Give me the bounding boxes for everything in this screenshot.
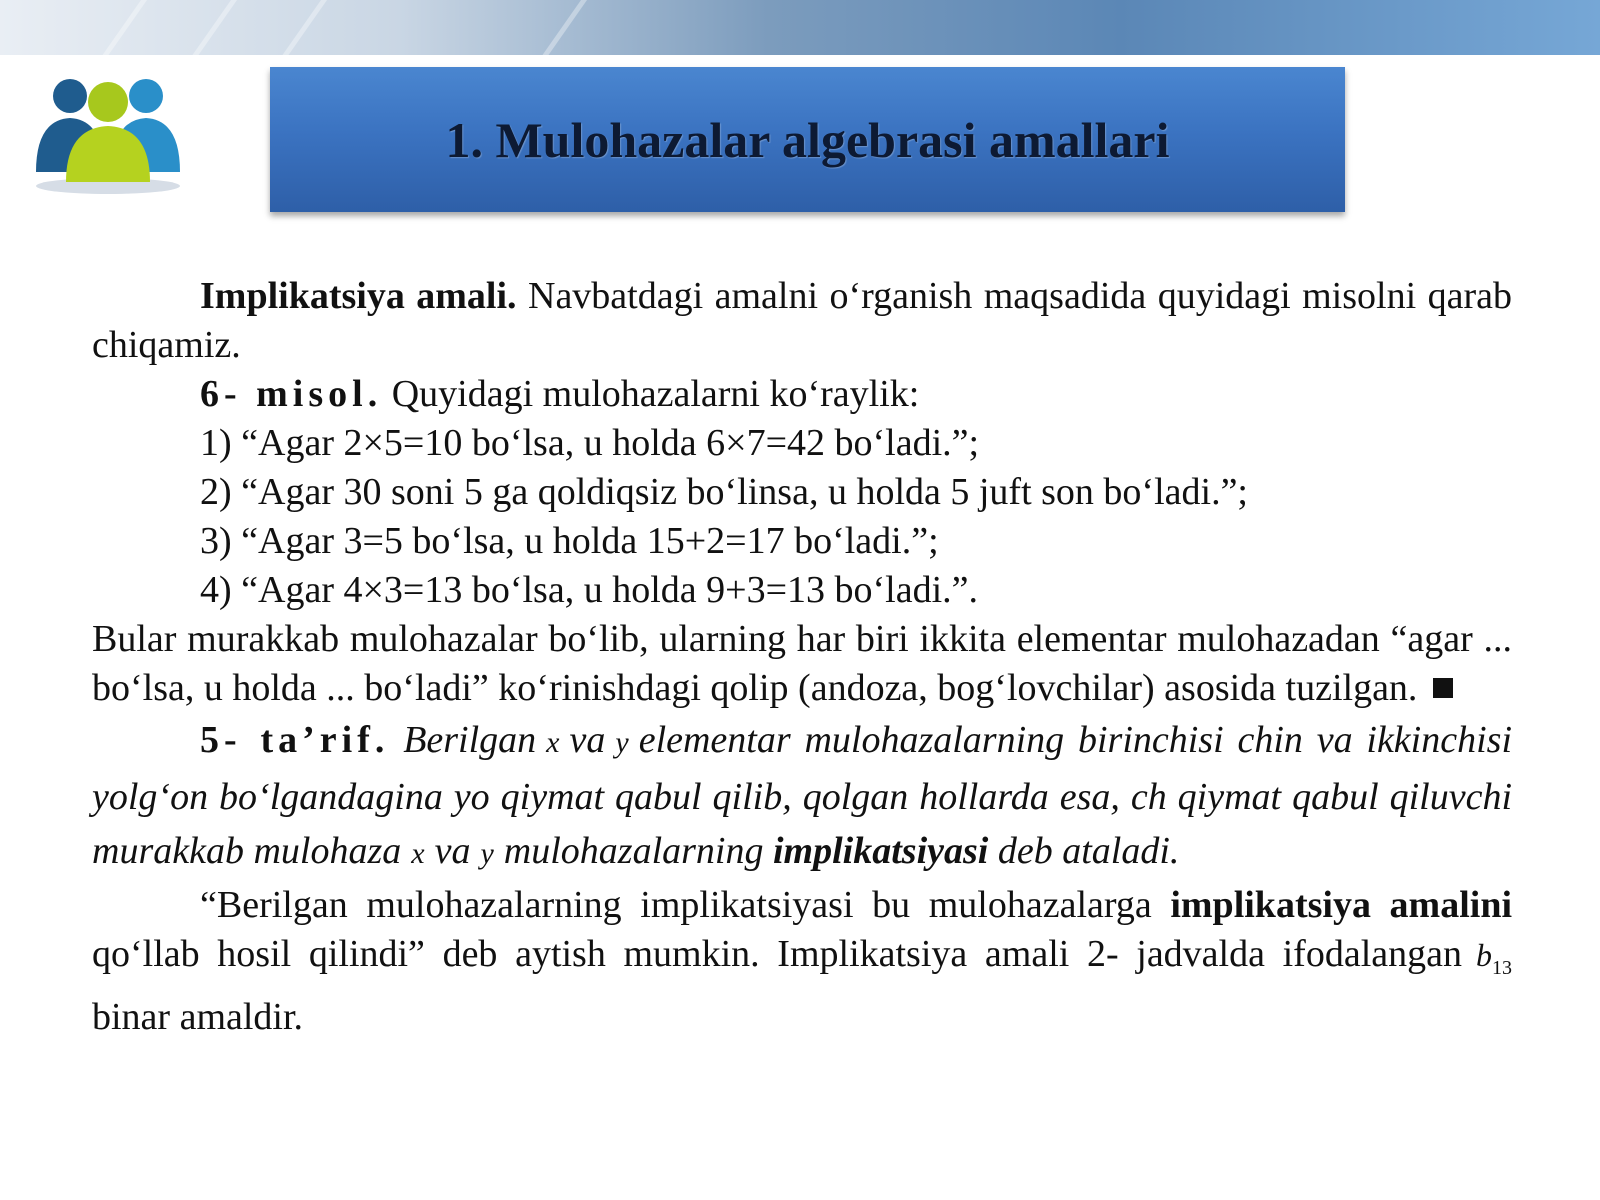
var-x: x [546,726,560,759]
example-label: 6- misol. [200,373,383,415]
b13-symbol: $b_{13}$ [1476,937,1512,979]
term-bold: implikatsiyasi [773,830,989,872]
title-banner [270,67,1345,212]
definition-label: 5- ta’rif. [200,719,390,761]
list-item: 1) “Agar 2×5=10 bo‘lsa, u holda 6×7=42 bo‘ladi.”; [200,422,980,464]
users-group-icon [28,70,188,195]
paragraph-summary: Bular murakkab mulohazalar bo‘lib, ularning har biri ikkita elementar mulohazadan “agar ... bo‘lsa, u holda ... bo‘ladi” ko‘rinishdagi qolip (andoza, bog‘lovchilar) asosida tuzilgan. [92,618,1512,709]
list-item: 4) “Agar 4×3=13 bo‘lsa, u holda 9+3=13 bo‘ladi.”. [200,569,978,611]
end-square-icon [1433,678,1453,698]
definition: 5- ta’rif. Berilgan x va y elementar mulohazalarning birinchisi chin va ikkinchisi yolg‘on bo‘lgandagina yo qiymat qabul qilib, qolgan hollarda esa, ch qiymat qabul qiluvchi murakkab mulohaza x va y mulohazalarning implikatsiyasi deb ataladi. [92,719,1513,872]
var-y: y [480,837,494,870]
list-item: 3) “Agar 3=5 bo‘lsa, u holda 15+2=17 bo‘ladi.”; [200,520,939,562]
list-item: 2) “Agar 30 soni 5 ga qoldiqsiz bo‘linsa, u holda 5 juft son bo‘ladi.”; [200,471,1248,513]
var-y: y [615,726,629,759]
var-x: x [411,837,425,870]
page-title: 1. Mulohazalar algebrasi amallari [445,111,1170,168]
term-bold: implikatsiya amalini [1170,884,1513,926]
slide-body [92,272,1512,1042]
example-heading: 6- misol. Quyidagi mulohazalarni ko‘raylik: [200,373,920,415]
header-band [0,0,1600,55]
term-bold: Implikatsiya amali. [200,275,517,317]
paragraph-conclusion: “Berilgan mulohazalarning implikatsiyasi bu mulohazalarga implikatsiya amalini qo‘llab hosil qilindi” deb aytish mumkin. Implikatsiya amali 2- jadvalda ifodalangan $b_{13}$ binar amaldir. [92,884,1513,1038]
paragraph-implication: Implikatsiya amali. Navbatdagi amalni o‘rganish maqsadida quyidagi misolni qarab chiqamiz. [92,275,1512,366]
